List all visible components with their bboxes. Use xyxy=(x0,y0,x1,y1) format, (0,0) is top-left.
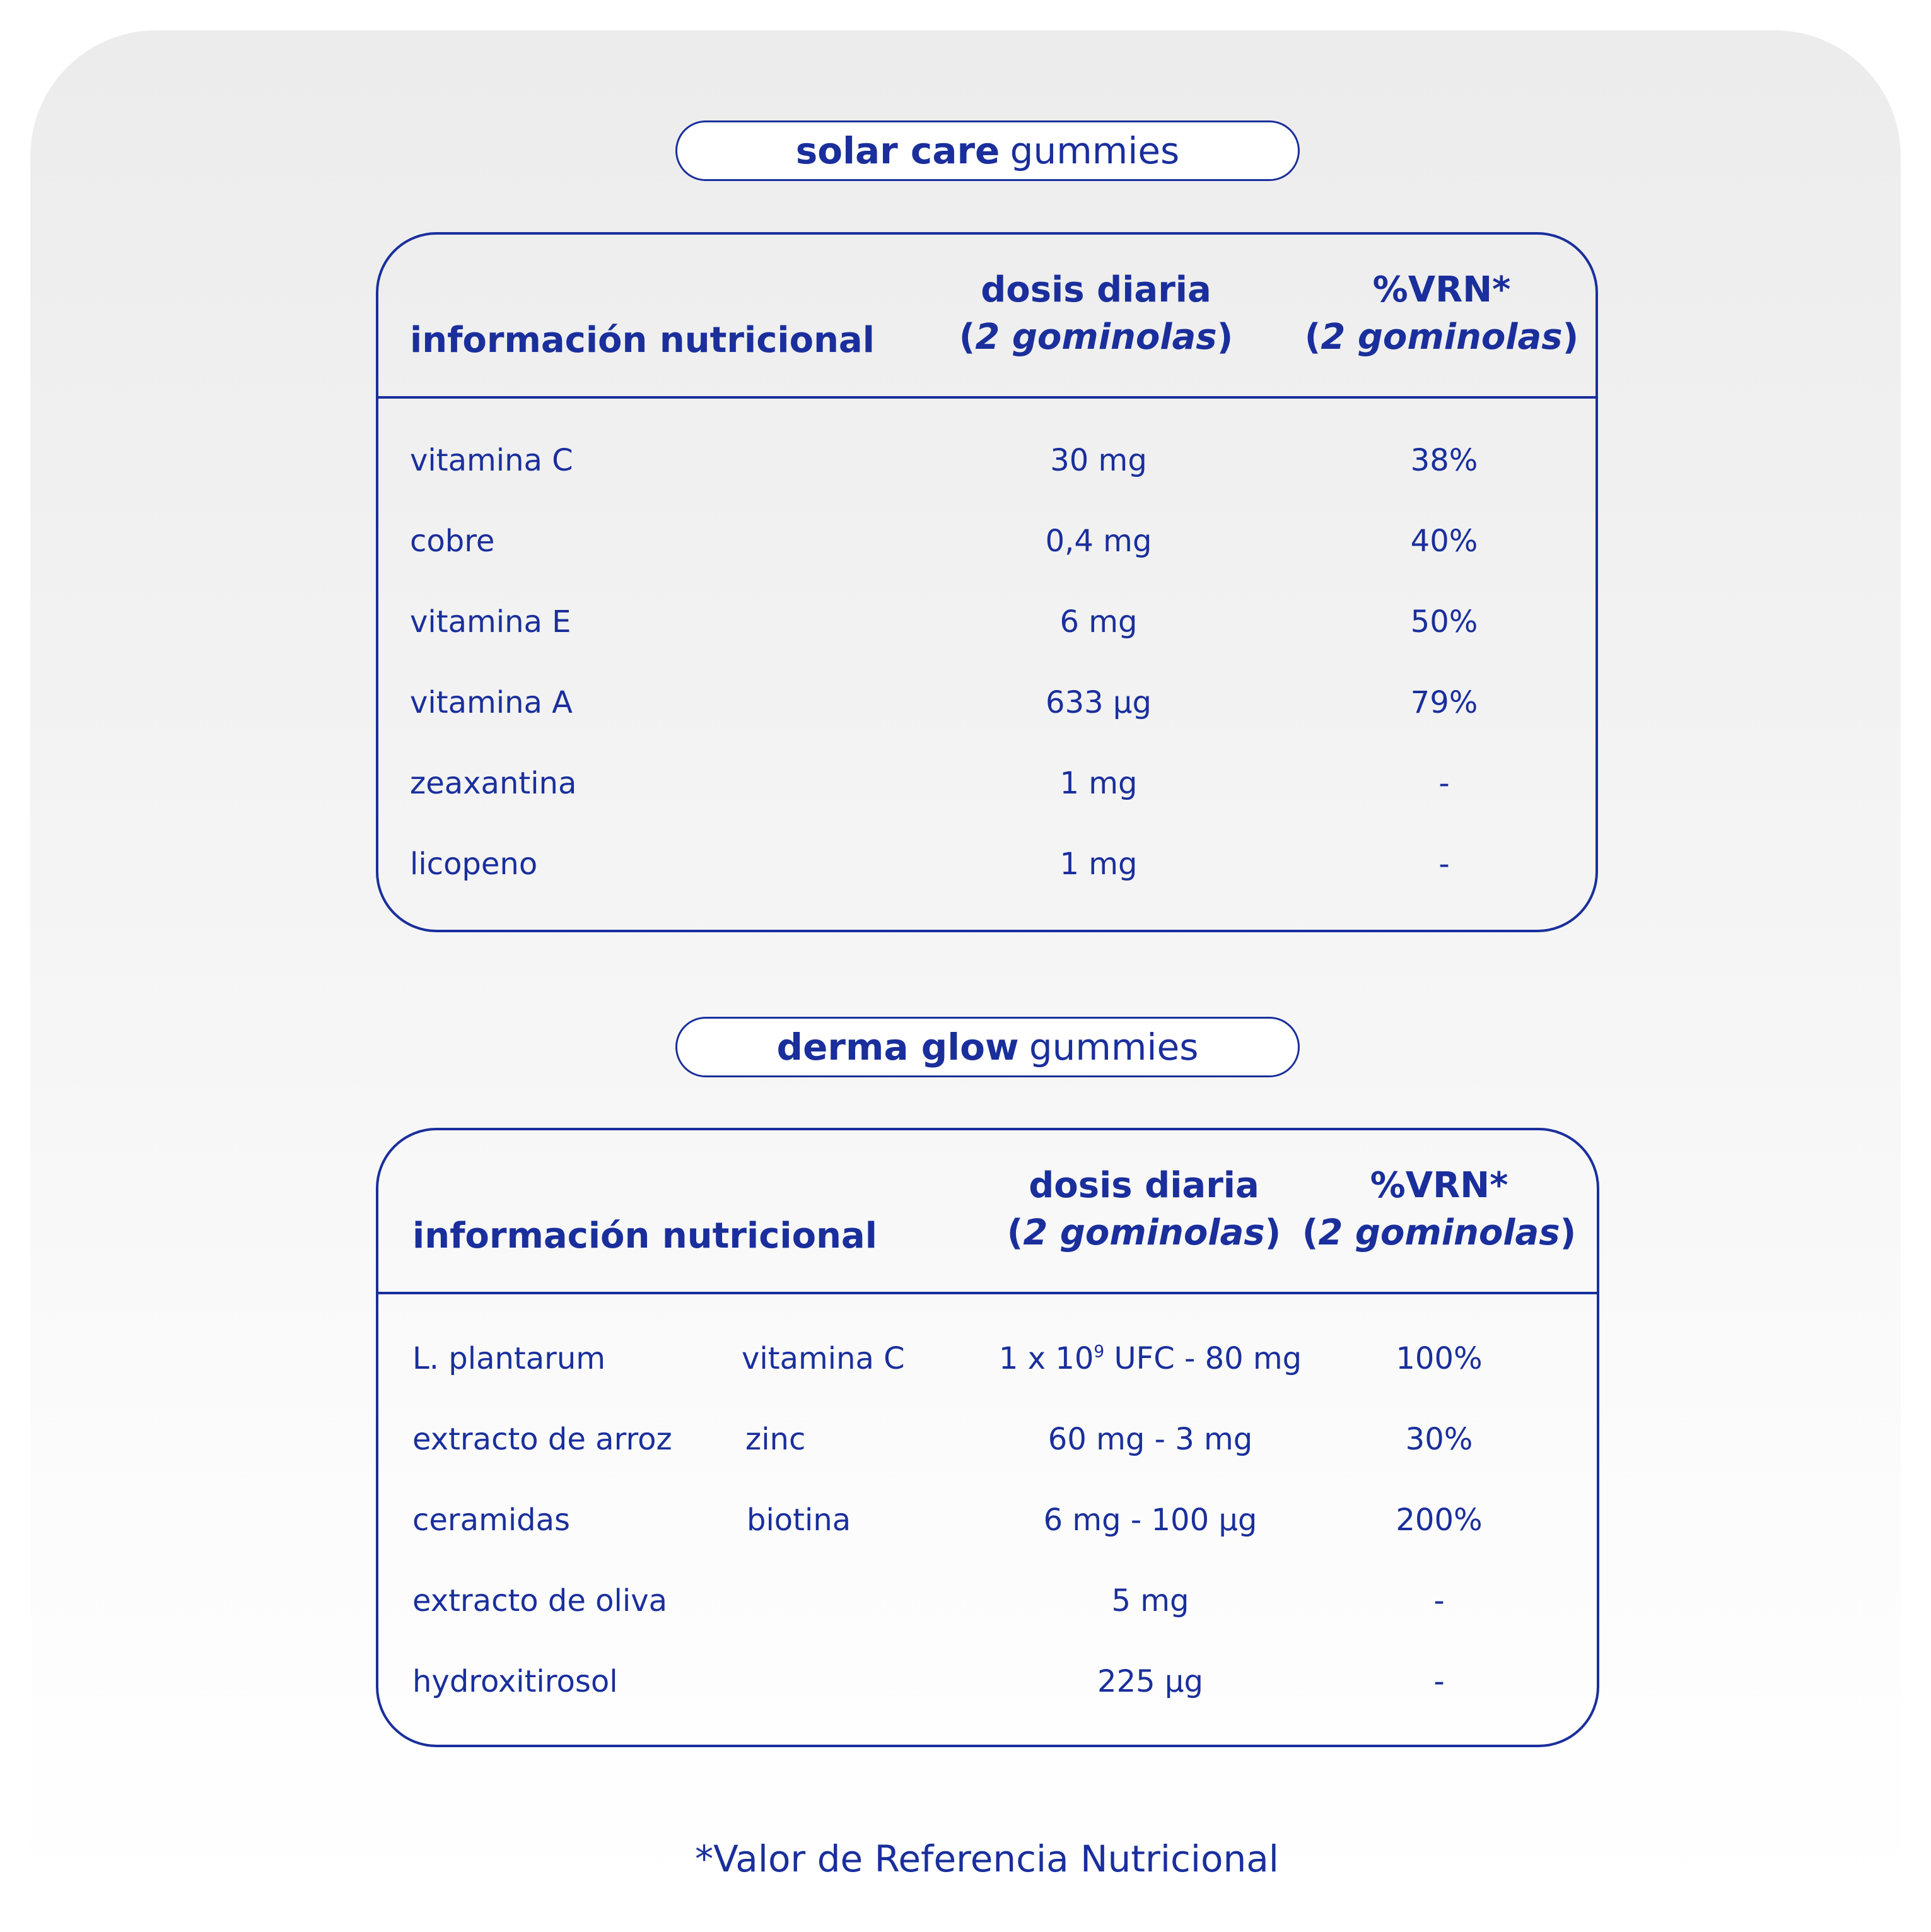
header-vrn-units: 2 gominolas xyxy=(1318,1212,1560,1253)
row-nutrient: extracto de oliva xyxy=(412,1583,668,1619)
table-header-divider xyxy=(377,1292,1598,1294)
product-name-bold: derma glow xyxy=(776,1026,1019,1068)
dose-part: 1 x 10 xyxy=(998,1341,1094,1376)
row-nutrient: ceramidas xyxy=(412,1502,571,1538)
header-daily-dose-sub xyxy=(959,317,1234,358)
row-vrn: 79% xyxy=(1410,685,1478,720)
row-vrn: 38% xyxy=(1410,443,1478,478)
row-dose: 6 mg - 100 µg xyxy=(1043,1502,1257,1538)
row-vrn: 30% xyxy=(1405,1422,1473,1457)
row-vrn: 50% xyxy=(1410,604,1478,640)
row-vrn: - xyxy=(1438,846,1450,882)
header-dose-units: 2 gominolas xyxy=(1023,1212,1265,1253)
header-nutrition-info: información nutricional xyxy=(412,1215,877,1256)
row-dose xyxy=(998,1341,1302,1376)
header-vrn-sub xyxy=(1302,1212,1577,1253)
paren-close: ) xyxy=(1264,1212,1281,1253)
header-vrn: %VRN* xyxy=(1370,1165,1508,1206)
paren-close: ) xyxy=(1216,317,1234,358)
dose-part: UFC - 80 mg xyxy=(1104,1341,1302,1376)
row-dose: 1 mg xyxy=(1059,846,1138,882)
row-vrn: 200% xyxy=(1396,1502,1483,1538)
row-nutrient: vitamina E xyxy=(410,604,571,640)
row-nutrient-secondary: vitamina C xyxy=(742,1341,905,1376)
row-dose: 5 mg xyxy=(1111,1583,1189,1619)
header-dose-units: 2 gominolas xyxy=(975,317,1217,358)
paren-close: ) xyxy=(1560,1212,1577,1253)
row-vrn: - xyxy=(1433,1664,1445,1699)
paren-close: ) xyxy=(1562,317,1579,358)
row-vrn: 100% xyxy=(1396,1341,1483,1376)
row-nutrient: cobre xyxy=(410,524,495,559)
row-nutrient-secondary: zinc xyxy=(745,1422,806,1457)
row-dose: 6 mg xyxy=(1059,604,1138,640)
row-nutrient: vitamina C xyxy=(410,443,573,478)
row-dose: 60 mg - 3 mg xyxy=(1047,1422,1253,1457)
row-vrn: - xyxy=(1438,766,1450,801)
row-dose: 30 mg xyxy=(1050,443,1147,478)
row-dose: 1 mg xyxy=(1059,766,1138,801)
dose-exponent: 9 xyxy=(1094,1342,1105,1362)
paren-open: ( xyxy=(1006,1212,1024,1253)
header-daily-dose: dosis diaria xyxy=(981,269,1211,310)
row-nutrient: L. plantarum xyxy=(412,1341,606,1376)
product-title-derma-glow xyxy=(675,1017,1300,1077)
product-name-suffix: gummies xyxy=(1010,129,1180,172)
row-nutrient: extracto de arroz xyxy=(412,1422,672,1457)
header-daily-dose: dosis diaria xyxy=(1029,1165,1259,1206)
row-nutrient: vitamina A xyxy=(410,685,573,720)
header-nutrition-info: información nutricional xyxy=(410,320,875,361)
row-vrn: 40% xyxy=(1410,524,1478,559)
row-nutrient: zeaxantina xyxy=(410,766,577,801)
header-vrn: %VRN* xyxy=(1372,269,1511,310)
footnote: *Valor de Referencia Nutricional xyxy=(695,1837,1279,1880)
row-nutrient: licopeno xyxy=(410,846,538,882)
product-name-bold: solar care xyxy=(795,129,1000,172)
row-vrn: - xyxy=(1433,1583,1445,1619)
product-name-suffix: gummies xyxy=(1029,1026,1199,1068)
header-daily-dose-sub xyxy=(1006,1212,1281,1253)
row-nutrient-secondary: biotina xyxy=(747,1502,851,1538)
header-vrn-units: 2 gominolas xyxy=(1321,317,1563,358)
paren-open: ( xyxy=(1302,1212,1319,1253)
row-dose: 633 µg xyxy=(1046,685,1152,720)
header-vrn-sub xyxy=(1304,317,1579,358)
paren-open: ( xyxy=(959,317,976,358)
row-nutrient: hydroxitirosol xyxy=(412,1664,618,1699)
paren-open: ( xyxy=(1304,317,1321,358)
row-dose: 225 µg xyxy=(1097,1664,1203,1699)
product-title-solar-care xyxy=(675,120,1300,181)
table-header-divider xyxy=(377,396,1597,399)
row-dose: 0,4 mg xyxy=(1045,524,1152,559)
